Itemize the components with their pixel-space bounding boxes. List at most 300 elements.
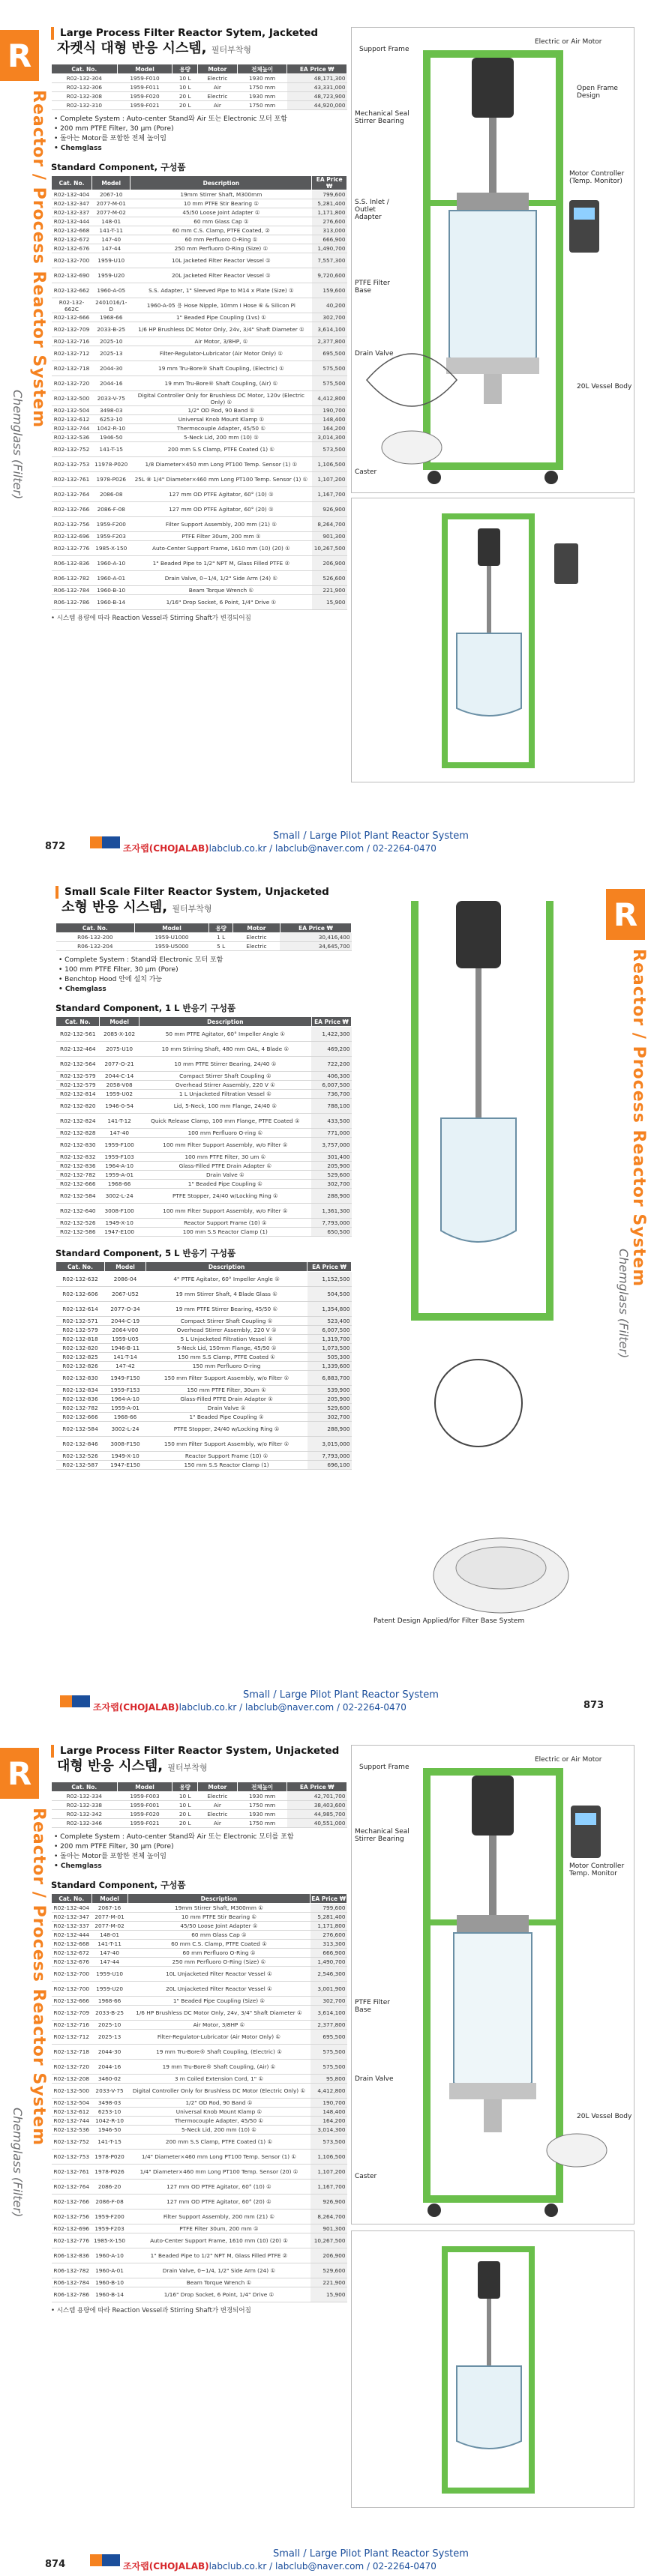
- column-header: 전체높이: [237, 64, 287, 74]
- table-cell: 141-T-15: [92, 2135, 128, 2150]
- column-header: 용량: [209, 923, 232, 933]
- table-cell: 9,720,600: [312, 268, 347, 283]
- table-cell: 141-T-15: [92, 442, 130, 457]
- table-row: [56, 1114, 352, 1129]
- table-cell: 150 mm Filter Support Assembly, w/o Filter ①: [146, 1437, 308, 1452]
- table-cell: R02-132-752: [52, 2135, 92, 2150]
- table-row: [52, 361, 347, 376]
- bullet-item: • 돌아는 Motor를 포함한 전체 높이임: [54, 1853, 166, 1860]
- table-cell: 523,400: [308, 1317, 352, 1326]
- table-cell: 1" Beaded Pipe Coupling ①: [139, 1180, 311, 1189]
- table-cell: Glass-Filled PTFE Drain Adapter ①: [139, 1162, 311, 1171]
- table-cell: R02-132-709: [52, 2006, 92, 2021]
- table-row: [52, 1904, 347, 1913]
- table-cell: Electric: [232, 933, 280, 942]
- column-header: Cat. No.: [52, 64, 118, 74]
- std-component-title: Standard Component, 구성품: [51, 162, 186, 172]
- table-cell: 34,645,700: [280, 942, 351, 951]
- footer-title: Small / Large Pilot Plant Reactor System: [273, 2548, 469, 2560]
- column-header: EA Price ₩: [287, 1782, 347, 1792]
- table-cell: 4" PTFE Agitator, 60° Impeller Angle ①: [146, 1272, 308, 1287]
- table-cell: Electric: [232, 942, 280, 951]
- table-cell: R02-132-690: [52, 268, 92, 283]
- callout-ptfe-filter: PTFE Filter Base: [355, 280, 390, 295]
- table-row: [56, 1228, 352, 1237]
- table-cell: 205,900: [311, 1162, 351, 1171]
- table-row: [56, 1353, 352, 1362]
- table-cell: R02-132-764: [52, 487, 92, 502]
- table-cell: 2044-C-19: [104, 1317, 146, 1326]
- table-cell: R02-132-846: [56, 1437, 105, 1452]
- table-cell: R02-132-662: [52, 283, 92, 298]
- table-cell: 1968-66: [100, 1180, 139, 1189]
- table-cell: 60 mm Perfluoro O-Ring ①: [130, 235, 312, 244]
- table-cell: 666,900: [310, 1949, 347, 1958]
- table-cell: R02-132-818: [56, 1335, 105, 1344]
- table-cell: 5,281,400: [312, 199, 347, 208]
- bullet-item: • Chemglass: [54, 1862, 102, 1870]
- table-cell: R02-132-825: [56, 1353, 105, 1362]
- table-cell: R02-132-836: [56, 1162, 100, 1171]
- table-cell: R02-132-696: [52, 2224, 92, 2233]
- table-cell: 288,900: [311, 1189, 351, 1204]
- side-sublabel: Chemglass (Filter): [616, 1249, 631, 1359]
- table-cell: 206,900: [310, 2248, 347, 2263]
- table-cell: R02-132-761: [52, 2165, 92, 2180]
- table-row: [56, 942, 352, 951]
- table-row: [52, 244, 347, 253]
- bullet-item: • Complete System : Stand와 Electronic 모터 포함: [58, 956, 224, 964]
- table-cell: R02-132-696: [52, 532, 92, 541]
- feature-bullets: [56, 956, 352, 995]
- table-cell: R02-132-571: [56, 1317, 105, 1326]
- column-header: Model: [117, 64, 172, 74]
- table-cell: R02-132-304: [52, 74, 118, 83]
- table-cell: 1946-50: [92, 433, 130, 442]
- table-cell: 38,403,600: [287, 1801, 347, 1810]
- small-reactor-diagram: [358, 886, 597, 1643]
- table-row: [52, 502, 347, 517]
- table-cell: 206,900: [312, 556, 347, 571]
- column-header: Cat. No.: [52, 176, 92, 190]
- table-row: [52, 268, 347, 283]
- table-cell: 276,600: [310, 1931, 347, 1940]
- table-cell: Drain Valve, 0~1/4, 1/2" Side Arm (24) ①: [128, 2263, 310, 2278]
- table-row: [56, 1371, 352, 1386]
- table-cell: R02-132-820: [56, 1099, 100, 1114]
- table-cell: 2025-10: [92, 337, 130, 346]
- table-cell: 19mm Stirrer Shaft, M300mm: [130, 190, 312, 199]
- table-cell: 1960-A-01: [92, 571, 130, 586]
- table-cell: 573,500: [312, 442, 347, 457]
- table-cell: 1960-B-10: [92, 586, 130, 595]
- table-cell: 42,701,700: [287, 1792, 347, 1801]
- table-cell: 164,200: [312, 424, 347, 433]
- table-row: [52, 1819, 347, 1828]
- table-cell: 159,600: [312, 283, 347, 298]
- table-cell: R02-132-712: [52, 2030, 92, 2045]
- table-cell: PTFE Filter 30um, 200 mm ①: [130, 532, 312, 541]
- table-row: [52, 1913, 347, 1922]
- table-row: [56, 1138, 352, 1153]
- table-cell: 127 mm OD PTFE Agitator, 60° (10) ①: [130, 487, 312, 502]
- table-cell: 695,500: [310, 2030, 347, 2045]
- catalog-page-873: [0, 859, 648, 1717]
- table-cell: 1959-F010: [117, 74, 172, 83]
- table-cell: 5 L Unjacketed Filtration Vessel ①: [146, 1335, 308, 1344]
- table-row: [56, 1129, 352, 1138]
- table-cell: 695,500: [312, 346, 347, 361]
- table-row: [52, 433, 347, 442]
- section-tab: R: [0, 30, 39, 81]
- table-cell: 127 mm OD PTFE Agitator, 60° (20) ①: [130, 502, 312, 517]
- table-cell: 60 mm Glass Cap ①: [130, 217, 312, 226]
- table-cell: 1959-F200: [92, 2209, 128, 2224]
- table-cell: R02-132-834: [56, 1386, 105, 1395]
- table-cell: R02-132-579: [56, 1072, 100, 1081]
- table-cell: R06-132-836: [52, 556, 92, 571]
- table-row: [52, 1792, 347, 1801]
- column-header: Model: [104, 1262, 146, 1272]
- chojalab-logo: [90, 836, 120, 848]
- table-cell: 1" Beaded Pipe Coupling (Size) ①: [128, 1997, 310, 2006]
- table-cell: 433,500: [311, 1114, 351, 1129]
- table-cell: Electric: [197, 74, 237, 83]
- column-header: EA Price ₩: [280, 923, 351, 933]
- table-cell: 2077-M-02: [92, 1922, 128, 1931]
- std-component-title: Standard Component, 1 L 반응기 구성품: [56, 1003, 236, 1013]
- table-cell: Beam Torque Wrench ①: [130, 586, 312, 595]
- table-row: [52, 532, 347, 541]
- table-cell: 30,416,400: [280, 933, 351, 942]
- table-cell: 1964-A-10: [104, 1395, 146, 1404]
- callout-motor-controller: Motor Controller Temp. Monitor: [569, 1862, 625, 1877]
- table-cell: Digital Controller Only for Brushless DC Motor, 120v (Electric Only) ①: [130, 391, 312, 406]
- table-cell: R02-132-672: [52, 235, 92, 244]
- table-cell: 1959-F020: [117, 92, 172, 101]
- column-header: Description: [128, 1894, 310, 1904]
- table-row: [52, 74, 347, 83]
- column-header: Cat. No.: [56, 923, 135, 933]
- table-cell: 19 mm Stirrer Shaft, 4 Blade Glass ①: [146, 1287, 308, 1302]
- table-cell: Filter Support Assembly, 200 mm (21) ①: [128, 2209, 310, 2224]
- table-cell: 20 L: [172, 101, 197, 110]
- table-cell: R02-132-584: [56, 1189, 100, 1204]
- table-row: [52, 199, 347, 208]
- table-cell: 1,339,600: [308, 1362, 352, 1371]
- table-cell: 40,551,000: [287, 1819, 347, 1828]
- table-row: [56, 1090, 352, 1099]
- table-cell: 2067-16: [92, 1904, 128, 1913]
- table-cell: R02-132-404: [52, 190, 92, 199]
- table-cell: R02-132-584: [56, 1422, 105, 1437]
- table-cell: 2044-30: [92, 361, 130, 376]
- table-row: [52, 226, 347, 235]
- table-row: [56, 1153, 352, 1162]
- table-row: [56, 1335, 352, 1344]
- table-cell: R02-132-536: [52, 433, 92, 442]
- table-cell: R02-132-820: [56, 1344, 105, 1353]
- table-cell: R02-132-666: [56, 1180, 100, 1189]
- table-cell: R02-132-564: [56, 1057, 100, 1072]
- table-cell: R02-132-676: [52, 1958, 92, 1967]
- table-row: [52, 442, 347, 457]
- table-cell: 1959-U5000: [134, 942, 209, 951]
- table-cell: R02-132-676: [52, 244, 92, 253]
- table-cell: 469,200: [311, 1042, 351, 1057]
- table-cell: 8,264,700: [312, 517, 347, 532]
- bullet-item: • Chemglass: [58, 986, 106, 993]
- table-row: [52, 487, 347, 502]
- table-cell: 10 mm Stirring Shaft, 480 mm OAL, 4 Blade ①: [139, 1042, 311, 1057]
- table-cell: 1960-B-14: [92, 2287, 128, 2302]
- table-cell: 2,546,300: [310, 1967, 347, 1982]
- table-cell: 1959-U10: [92, 1967, 128, 1982]
- callout-drain-valve: Drain Valve: [355, 2075, 394, 2083]
- table-cell: 10 mm PTFE Stir Bearing ①: [128, 1913, 310, 1922]
- table-row: [56, 933, 352, 942]
- table-cell: 276,600: [312, 217, 347, 226]
- table-cell: 127 mm OD PTFE Agitator, 60° (10) ①: [128, 2180, 310, 2195]
- table-cell: 7,793,000: [308, 1452, 352, 1461]
- page-number: 872: [45, 841, 66, 852]
- table-cell: 1,171,800: [312, 208, 347, 217]
- table-cell: R02-132-308: [52, 92, 118, 101]
- page-title: Large Process Filter Reactor Sytem, Jacketed: [51, 27, 347, 40]
- catalog-page-874: [0, 1718, 645, 2576]
- table-cell: 901,300: [310, 2224, 347, 2233]
- table-cell: 1/4" Diameter×460 mm Long PT100 Temp. Sensor (20) ①: [128, 2165, 310, 2180]
- table-cell: 148-01: [92, 217, 130, 226]
- table-cell: 505,300: [308, 1353, 352, 1362]
- footer-contact: 조자랩(CHOJALAB)labclub.co.kr / labclub@naver.com / 02-2264-0470: [93, 1702, 406, 1713]
- table-cell: 100 mm Filter Support Assembly, w/o Filter ①: [139, 1138, 311, 1153]
- table-cell: Thermocouple Adapter, 45/50 ①: [128, 2117, 310, 2126]
- table-row: [56, 1287, 352, 1302]
- reactor-illustration: [352, 1746, 635, 2225]
- table-cell: R02-132-766: [52, 2195, 92, 2209]
- table-cell: R02-132-632: [56, 1272, 105, 1287]
- table-cell: R02-132-761: [52, 472, 92, 487]
- table-row: [56, 1072, 352, 1081]
- table-cell: 10 L: [172, 74, 197, 83]
- table-row: [52, 1958, 347, 1967]
- table-cell: 575,500: [312, 361, 347, 376]
- table-cell: Electric: [197, 92, 237, 101]
- table-cell: 150 mm Filter Support Assembly, w/o Filter ①: [146, 1371, 308, 1386]
- column-header: Model: [92, 176, 130, 190]
- column-header: 용량: [172, 1782, 197, 1792]
- table-cell: 60 mm C.S. Clamp, PTFE Coated, ②: [130, 226, 312, 235]
- table-cell: 4,412,800: [310, 2084, 347, 2099]
- table-cell: 221,900: [312, 586, 347, 595]
- table-cell: R06-132-204: [56, 942, 135, 951]
- table-cell: Quick Release Clamp, 100 mm Flange, PTFE Coated ①: [139, 1114, 311, 1129]
- table-cell: 1968-66: [92, 313, 130, 322]
- callout-mechanical-seal: Mechanical Seal Stirrer Bearing: [355, 110, 410, 125]
- table-cell: R02-132-668: [52, 226, 92, 235]
- column-header: 전체높이: [237, 1782, 287, 1792]
- table-cell: Auto-Center Support Frame, 1610 mm (10) (20) ①: [130, 541, 312, 556]
- table-cell: 1/4" Diameter×460 mm Long PT100 Temp. Sensor (1) ①: [128, 2150, 310, 2165]
- std-component-title-5l: Standard Component, 5 L 반응기 구성품: [56, 1248, 236, 1258]
- table-cell: 2025-10: [92, 2021, 128, 2030]
- table-cell: 190,700: [310, 2099, 347, 2108]
- table-cell: 736,700: [311, 1090, 351, 1099]
- table-cell: 127 mm OD PTFE Agitator, 60° (20) ①: [128, 2195, 310, 2209]
- table-cell: 10,267,500: [312, 541, 347, 556]
- table-row: [52, 595, 347, 610]
- table-row: [52, 337, 347, 346]
- table-cell: 100 mm Perfluoro O-ring ①: [139, 1129, 311, 1138]
- table-cell: 1959-F100: [100, 1138, 139, 1153]
- table-cell: R02-132-347: [52, 1913, 92, 1922]
- bullet-item: • Chemglass: [54, 145, 102, 152]
- table-cell: R02-132-444: [52, 217, 92, 226]
- table-row: [52, 2224, 347, 2233]
- callout-support-frame: Support Frame: [359, 1764, 410, 1771]
- table-cell: 926,900: [312, 502, 347, 517]
- table-cell: 2033-V-75: [92, 391, 130, 406]
- table-cell: PTFE Stopper, 24/40 w/Locking Ring ①: [139, 1189, 311, 1204]
- table-cell: Overhead Stirrer Assembly, 220 V ①: [139, 1081, 311, 1090]
- table-row: [56, 1180, 352, 1189]
- table-row: [52, 1949, 347, 1958]
- table-row: [52, 208, 347, 217]
- table-cell: Lid, 5-Neck, 100 mm Flange, 24/40 ①: [139, 1099, 311, 1114]
- footer-title: Small / Large Pilot Plant Reactor System: [273, 830, 469, 842]
- table-row: [52, 391, 347, 406]
- table-cell: R02-132-526: [56, 1219, 100, 1228]
- table-cell: R02-132-666: [52, 313, 92, 322]
- table-cell: 45/50 Loose Joint Adapter ①: [128, 1922, 310, 1931]
- table-cell: 1959-F021: [117, 1819, 172, 1828]
- table-cell: 1,171,800: [310, 1922, 347, 1931]
- table-cell: R02-132-640: [56, 1204, 100, 1219]
- table-cell: 48,723,900: [287, 92, 347, 101]
- table-cell: 526,600: [312, 571, 347, 586]
- table-cell: 100 mm S.S Reactor Clamp (1): [139, 1228, 311, 1237]
- table-cell: R06-132-786: [52, 2287, 92, 2302]
- table-cell: 5 L: [209, 942, 232, 951]
- table-cell: R02-132-526: [56, 1452, 105, 1461]
- table-cell: 1959-U05: [104, 1335, 146, 1344]
- table-cell: 3,014,300: [312, 433, 347, 442]
- table-cell: R02-132-614: [56, 1302, 105, 1317]
- table-cell: 2077-O-34: [104, 1302, 146, 1317]
- table-cell: 6253-10: [92, 2108, 128, 2117]
- section-tab: R: [606, 889, 645, 940]
- table-cell: 1930 mm: [237, 74, 287, 83]
- column-header: Description: [146, 1262, 308, 1272]
- table-cell: R02-132-824: [56, 1114, 100, 1129]
- bullet-item: • 돌아는 Motor를 포함한 전체 높이임: [54, 135, 166, 142]
- table-cell: 147-40: [92, 235, 130, 244]
- table-row: [52, 2045, 347, 2060]
- table-cell: 1960-A-10: [92, 2248, 128, 2263]
- table-cell: Filter-Regulator-Lubricator (Air Motor Only) ①: [128, 2030, 310, 2045]
- table-cell: 1959-F153: [104, 1386, 146, 1395]
- table-cell: R02-132-536: [52, 2126, 92, 2135]
- table-cell: 1960-A-01: [92, 2263, 128, 2278]
- table-cell: 43,331,000: [287, 83, 347, 92]
- table-cell: 1750 mm: [237, 83, 287, 92]
- table-cell: 3002-L-24: [104, 1422, 146, 1437]
- table-cell: 2086-08: [92, 487, 130, 502]
- table-cell: 1" Beaded Pipe to 1/2" NPT M, Glass Filled PTFE ②: [128, 2248, 310, 2263]
- table-cell: 10 mm PTFE Stir Bearing ①: [130, 199, 312, 208]
- table-cell: 3008-F150: [104, 1437, 146, 1452]
- table-cell: Reactor Support Frame (10) ①: [139, 1219, 311, 1228]
- table-cell: 1750 mm: [237, 1819, 287, 1828]
- table-cell: 1959-F020: [117, 1810, 172, 1819]
- table-cell: 2044-16: [92, 2060, 128, 2075]
- table-cell: 1/16" Drop Socket, 6 Point, 1/4" Drive ①: [128, 2287, 310, 2302]
- table-cell: R02-132-700: [52, 253, 92, 268]
- footer-banner: [90, 2548, 469, 2572]
- table-cell: R06-132-782: [52, 2263, 92, 2278]
- table-row: [52, 415, 347, 424]
- table-cell: R02-132-716: [52, 337, 92, 346]
- table-cell: 302,700: [312, 313, 347, 322]
- table-cell: R02-132-709: [52, 322, 92, 337]
- table-cell: 205,900: [308, 1395, 352, 1404]
- callout-motor: Electric or Air Motor: [535, 38, 602, 46]
- feature-bullets: [51, 1833, 347, 1871]
- table-cell: 19 mm Tru-Bore® Shaft Coupling, (Electric) ①: [130, 361, 312, 376]
- table-row: [56, 1422, 352, 1437]
- table-cell: 1,422,300: [311, 1027, 351, 1042]
- table-cell: R02-132-718: [52, 361, 92, 376]
- table-cell: 313,300: [310, 1940, 347, 1949]
- table-cell: 302,700: [311, 1180, 351, 1189]
- table-cell: Drain Valve ①: [146, 1404, 308, 1413]
- table-cell: Glass-Filled PTFE Drain Adaptor ①: [146, 1395, 308, 1404]
- page-title: Small Scale Filter Reactor System, Unjacketed: [56, 886, 352, 899]
- table-row: [52, 235, 347, 244]
- table-cell: R02-132-666: [56, 1413, 105, 1422]
- table-cell: R02-132-337: [52, 1922, 92, 1931]
- table-cell: 1959-F003: [117, 1792, 172, 1801]
- table-cell: R02-132-346: [52, 1819, 118, 1828]
- table-cell: 20L Unjacketed Filter Reactor Vessel ①: [128, 1982, 310, 1997]
- table-cell: 1959-U02: [100, 1090, 139, 1099]
- table-cell: R02-132-504: [52, 2099, 92, 2108]
- table-cell: 2,377,800: [312, 337, 347, 346]
- table-cell: 20L Jacketed Filter Reactor Vessel ①: [130, 268, 312, 283]
- table-row: [52, 83, 347, 92]
- table-cell: R02-132-756: [52, 2209, 92, 2224]
- table-cell: 10 L: [172, 1792, 197, 1801]
- table-row: [52, 406, 347, 415]
- table-cell: 1960-B-10: [92, 2278, 128, 2287]
- table-cell: 200 mm S.S Clamp, PTFE Coated (1) ①: [128, 2135, 310, 2150]
- table-cell: 150 mm S.S Clamp, PTFE Coated ①: [146, 1353, 308, 1362]
- page-title-ko: 소형 반응 시스템, 필터부착형: [62, 899, 212, 915]
- table-cell: Compact Stirrer Shaft Coupling ①: [139, 1072, 311, 1081]
- table-cell: 1,107,200: [312, 472, 347, 487]
- table-cell: R02-132-668: [52, 1940, 92, 1949]
- table-cell: 2067-10: [92, 190, 130, 199]
- table-cell: 141-T-11: [92, 226, 130, 235]
- table-row: [52, 586, 347, 595]
- table-cell: 2025-13: [92, 2030, 128, 2045]
- table-cell: 575,500: [310, 2045, 347, 2060]
- patent-note: Patent Design Applied/for Filter Base System: [374, 1617, 525, 1625]
- table-cell: 696,100: [308, 1461, 352, 1470]
- table-row: [52, 556, 347, 571]
- table-cell: 221,900: [310, 2278, 347, 2287]
